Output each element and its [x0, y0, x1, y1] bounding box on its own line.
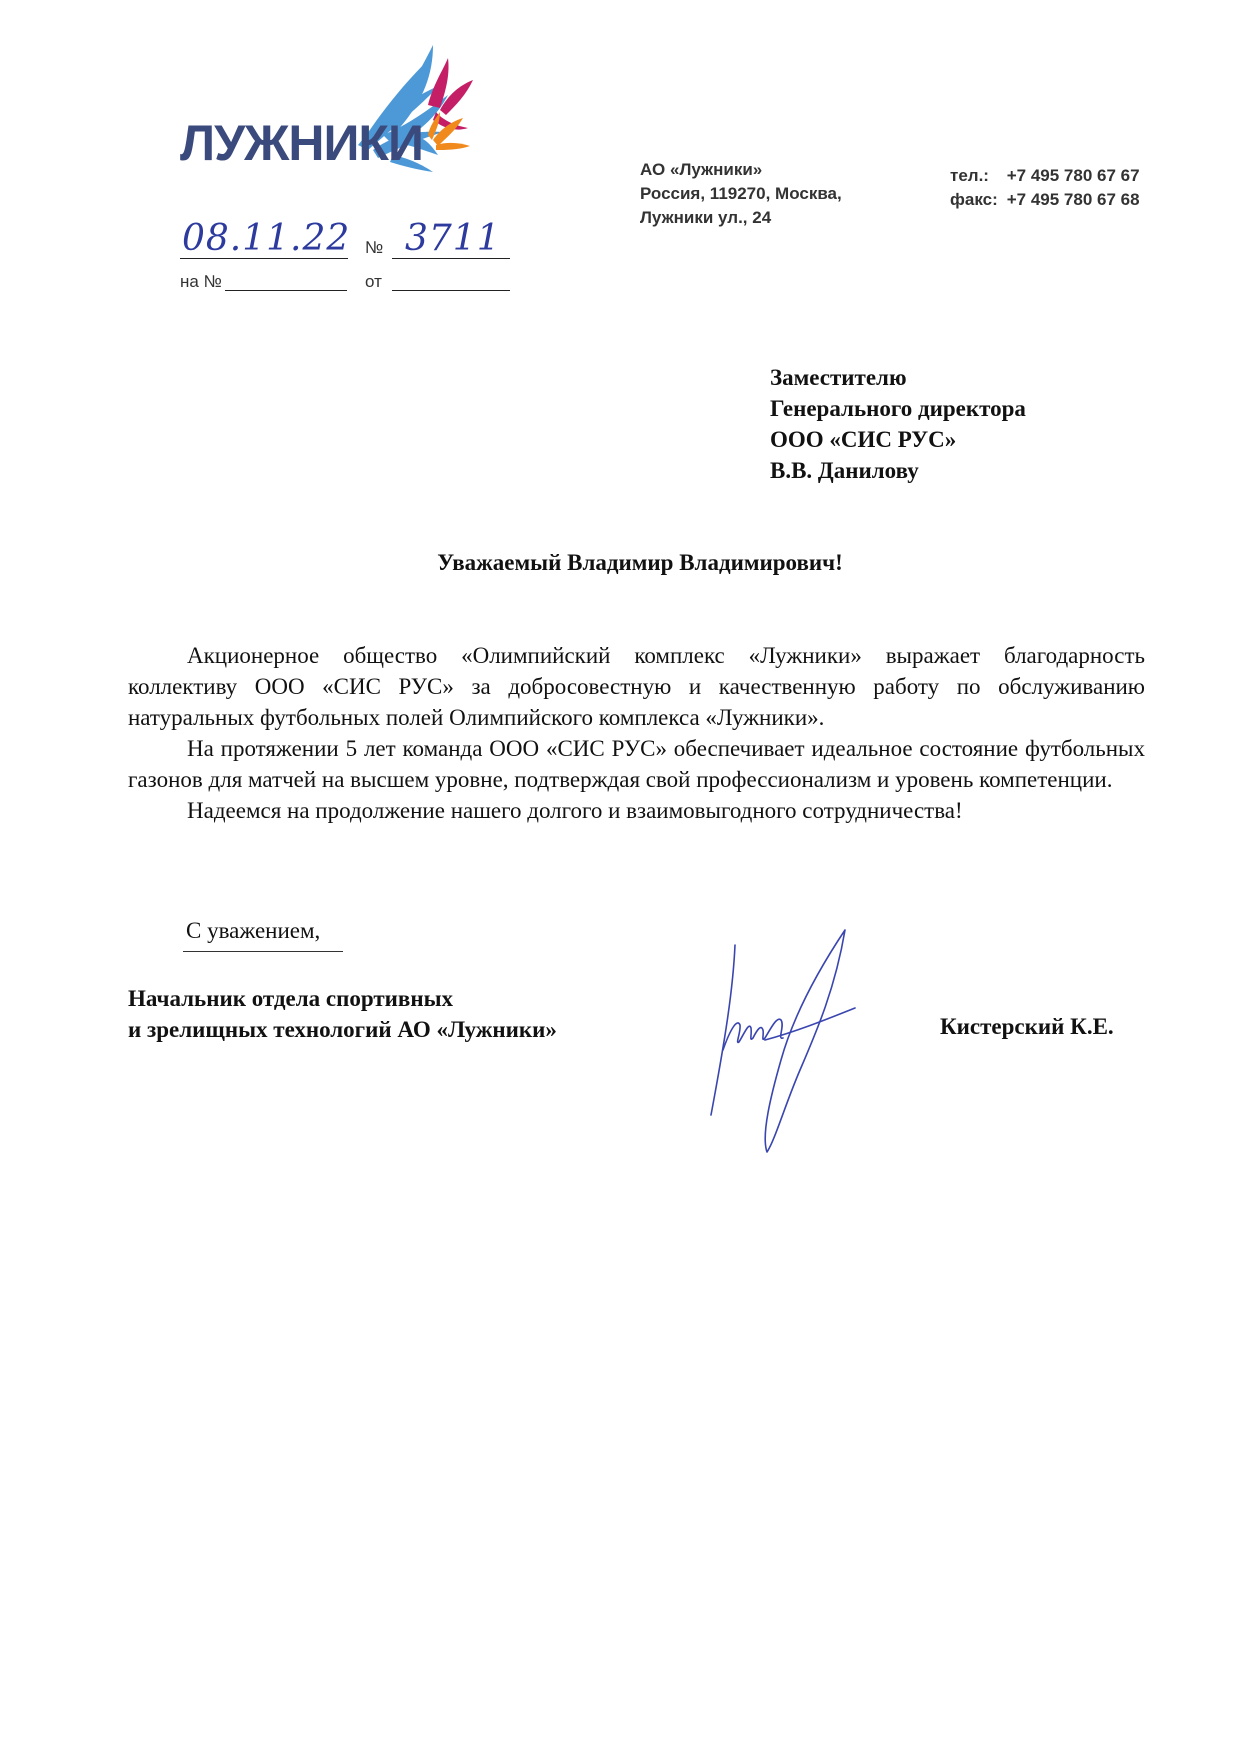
- signer-name: Кистерский К.Е.: [940, 1014, 1114, 1039]
- body-paragraph-2: На протяжении 5 лет команда ООО «СИС РУС» обеспечивает идеальное состояние футбольных газонов для матчей на высшем уровне, подтверждая свой профессионализм и уровень компетенции.: [128, 736, 1145, 792]
- sender-company: АО «Лужники»: [640, 160, 763, 179]
- closing: С уважением,: [186, 918, 321, 943]
- registration-block: [180, 218, 510, 298]
- phone-label: тел.:: [950, 166, 989, 185]
- handwritten-signature-icon: [705, 920, 875, 1160]
- body-paragraph-1: Акционерное общество «Олимпийский комплекс «Лужники» выражает благодарность коллективу ООО «СИС РУС» за добросовестную и качественную работу по обслуживанию натуральных футбольных полей Олимпийского комплекса «Лужники».: [128, 643, 1145, 730]
- reference-number-underline: [225, 290, 347, 291]
- registration-number-label: №: [365, 238, 384, 257]
- letter-body: [128, 640, 1145, 826]
- registration-number: 3711: [405, 218, 501, 259]
- signer-position-line1: Начальник отдела спортивных: [128, 986, 454, 1011]
- body-paragraph-3: Надеемся на продолжение нашего долгого и взаимовыгодного сотрудничества!: [187, 798, 963, 823]
- phone-row: [950, 164, 1170, 188]
- sender-address: [640, 158, 900, 230]
- reference-number-label: на №: [180, 272, 222, 291]
- greeting: Уважаемый Владимир Владимирович!: [437, 550, 843, 575]
- signer-position: [128, 983, 688, 1045]
- addressee-line1: Заместителю: [770, 365, 907, 390]
- fax-label: факс:: [950, 190, 998, 209]
- registration-date: 08.11.22: [182, 218, 351, 259]
- sender-address-line1: Россия, 119270, Москва,: [640, 184, 842, 203]
- sender-contacts: [950, 164, 1170, 212]
- reference-from-underline: [392, 290, 510, 291]
- closing-underline: [183, 951, 343, 952]
- addressee-line2: Генерального директора: [770, 396, 1026, 421]
- phone-number: +7 495 780 67 67: [1006, 166, 1140, 185]
- fax-number: +7 495 780 67 68: [1006, 190, 1140, 209]
- addressee-line4: В.В. Данилову: [770, 458, 919, 483]
- addressee-line3: ООО «СИС РУС»: [770, 427, 957, 452]
- date-underline: [180, 258, 348, 259]
- reference-from-label: от: [365, 272, 382, 291]
- signer-position-line2: и зрелищных технологий АО «Лужники»: [128, 1017, 557, 1042]
- addressee-block: [770, 362, 1170, 486]
- sender-address-line2: Лужники ул., 24: [640, 208, 772, 227]
- logo-wordmark: ЛУЖНИКИ: [180, 115, 423, 171]
- number-underline: [392, 258, 510, 259]
- fax-row: [950, 188, 1170, 212]
